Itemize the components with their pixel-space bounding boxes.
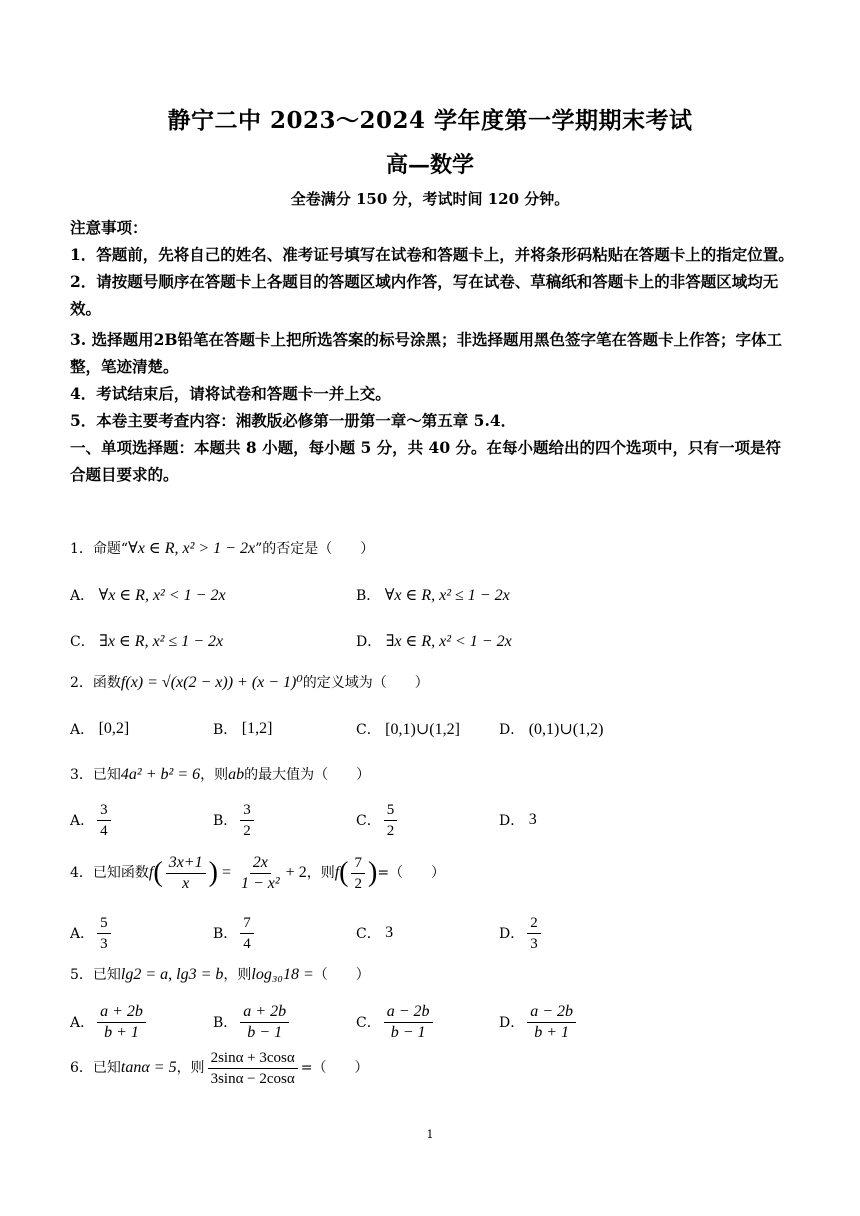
q1-option-b (356, 572, 510, 618)
question-3 (70, 764, 794, 786)
q4-f: f (148, 864, 154, 881)
notes-block (70, 214, 794, 488)
score-info: 全卷满分 150 分，考试时间 120 分钟。 (290, 190, 570, 208)
page-number: 1 (426, 1128, 434, 1141)
q4-option-c-text: 3 (385, 924, 394, 941)
q5-stem-math2: log₃₀18 = (251, 966, 314, 983)
q1-option-b-label: B． (356, 588, 381, 604)
q1-option-d-label: D． (356, 634, 382, 650)
q4-equals: = (217, 864, 235, 881)
note-item-3: 3. 选择题用2B铅笔在答题卡上把所选答案的标号涂黑；非选择题用黑色签字笔在答题卡上作答；字体工整，笔迹清楚。 (70, 330, 782, 376)
q3-stem-math: 4a² + b² = 6 (120, 766, 201, 783)
note-item-5: 5．本卷主要考查内容：湘教版必修第一册第一章～第五章 5.4． (70, 411, 517, 430)
q3-option-c-frac (384, 801, 398, 840)
q4-stem-post: =（ ） (377, 865, 446, 881)
q5-option-a-num: a + 2b (97, 1003, 146, 1023)
exam-subject: 高—数学 (385, 152, 474, 178)
q6-frac-den: 3sinα − 2cosα (210, 1070, 295, 1087)
q4-arg-den: x (182, 874, 190, 892)
q3-option-d-label: D． (499, 813, 525, 829)
q1-stem-math: ∀x ∈ R, x² > 1 − 2x (128, 540, 256, 557)
section-one-heading: 一、单项选择题：本题共 8 小题，每小题 5 分，共 40 分。在每小题给出的四个选项中，只有一项是符合题目要求的。 (70, 438, 782, 484)
notes-heading: 注意事项： (70, 218, 148, 237)
q1-option-a-text: ∀x ∈ R, x² < 1 − 2x (98, 587, 226, 604)
q4-option-d-frac (527, 914, 541, 953)
note-item-2: 2．请按题号顺序在答题卡上各题目的答题区域内作答，写在试卷、草稿纸和答题卡上的非答题区域均无效。 (70, 272, 779, 318)
note-item-4: 4．考试结束后，请将试卷和答题卡一并上交。 (70, 384, 391, 403)
q1-option-a-label: A． (70, 588, 95, 604)
q5-option-d-num: a − 2b (527, 1003, 576, 1023)
q4-val-frac (351, 854, 365, 893)
q1-option-d-text: ∃x ∈ R, x² < 1 − 2x (385, 633, 512, 650)
q5-option-a-den: b + 1 (104, 1023, 139, 1041)
q3-option-a-den: 4 (100, 822, 108, 839)
q1-options-row1 (70, 572, 794, 618)
q4-stem-pre: 已知函数 (92, 865, 149, 881)
q1-options-row2 (70, 618, 794, 664)
q4-paren2-close: ) (367, 857, 378, 888)
q2-number: 2． (70, 675, 93, 691)
q4-arg-frac (166, 854, 206, 893)
q5-stem-math: lg2 = a, lg3 = b (120, 966, 224, 983)
q4-option-b-frac (240, 914, 254, 953)
q5-option-b-num: a + 2b (240, 1003, 289, 1023)
question-1 (70, 538, 794, 560)
q3-option-c (356, 797, 400, 843)
q4-val-den: 2 (354, 875, 362, 892)
q2-options (70, 706, 794, 752)
exam-title: 静宁二中 2023～2024 学年度第一学期期末考试 (167, 107, 693, 134)
q3-option-a (70, 797, 114, 843)
q2-option-b-text: [1,2] (241, 720, 273, 737)
q4-rhs-den: 1 − x² (240, 874, 280, 892)
q2-option-b-label: B． (213, 722, 238, 738)
q6-stem-mid: ，则 (176, 1060, 205, 1076)
q4-paren-close: ) (208, 857, 218, 888)
q4-option-a-num: 5 (97, 914, 111, 934)
q6-frac-num: 2sinα + 3cosα (208, 1049, 298, 1069)
q1-option-c (70, 618, 223, 664)
q1-stem-post: ”的否定是（ ） (255, 541, 375, 557)
q4-option-d-label: D． (499, 926, 525, 942)
q5-option-c (356, 999, 436, 1045)
q4-number: 4． (70, 865, 93, 881)
q4-option-a-frac (97, 914, 111, 953)
q3-option-b (213, 797, 257, 843)
q3-option-d-text: 3 (528, 811, 537, 828)
q4-option-b (213, 910, 257, 956)
q5-option-d-den: b + 1 (534, 1023, 570, 1041)
q2-option-c (356, 706, 460, 752)
q3-option-a-label: A． (70, 813, 95, 829)
q3-option-c-den: 2 (386, 822, 395, 839)
q2-option-d-label: D． (499, 722, 525, 738)
question-5 (70, 964, 794, 986)
q3-option-a-num: 3 (97, 801, 111, 821)
q4-rhs-tail: + 2 (285, 864, 307, 881)
q1-option-c-text: ∃x ∈ R, x² ≤ 1 − 2x (99, 633, 224, 650)
q4-options (70, 910, 794, 956)
q5-options (70, 999, 794, 1045)
q1-stem-pre: 命题“ (92, 541, 129, 557)
q2-option-b (213, 706, 272, 752)
q3-option-c-num: 5 (384, 801, 398, 821)
q4-arg-num: 3x+1 (166, 854, 206, 874)
q5-option-c-frac (384, 1003, 433, 1042)
q4-option-a (70, 910, 114, 956)
q3-option-b-num: 3 (240, 801, 254, 821)
q4-option-b-label: B． (213, 926, 238, 942)
q5-option-b (213, 999, 292, 1045)
q1-number: 1． (70, 541, 93, 557)
q3-option-c-label: C． (356, 813, 381, 829)
q4-paren-open: ( (153, 857, 163, 888)
q3-options (70, 797, 794, 843)
q5-option-b-den: b − 1 (247, 1023, 283, 1041)
q5-stem-pre: 已知 (92, 967, 121, 983)
q5-option-d-frac (527, 1003, 576, 1042)
q3-stem-mid: ，则 (200, 767, 229, 783)
q2-option-a-text: [0,2] (98, 720, 130, 737)
q3-option-a-frac (97, 801, 111, 840)
q4-option-c-label: C． (356, 926, 381, 942)
q4-rhs-num: 2x (250, 854, 271, 874)
q4-option-a-den: 3 (100, 935, 108, 952)
q3-stem-math2: ab (228, 766, 245, 783)
q4-option-d-den: 3 (530, 935, 538, 952)
q2-option-d (499, 706, 603, 752)
q5-option-c-label: C． (356, 1015, 381, 1031)
q5-option-a (70, 999, 149, 1045)
q5-option-d-label: D． (499, 1015, 525, 1031)
q4-stem-mid: ，则 (306, 865, 335, 881)
q4-option-b-den: 4 (243, 935, 251, 952)
q2-option-a (70, 706, 129, 752)
q5-option-a-frac (97, 1003, 146, 1042)
note-item-1: 1．答题前，先将自己的姓名、准考证号填写在试卷和答题卡上，并将条形码粘贴在答题卡上的指定位置。 (70, 245, 794, 264)
q4-option-b-num: 7 (240, 914, 254, 934)
q4-f2: f (334, 864, 340, 881)
q4-option-c (356, 910, 393, 956)
q1-option-c-label: C． (70, 634, 95, 650)
q3-number: 3． (70, 767, 93, 783)
question-4 (70, 848, 794, 898)
q5-option-d (499, 999, 579, 1045)
q4-option-d-num: 2 (527, 914, 541, 934)
q5-stem-post: （ ） (313, 967, 370, 983)
q2-stem-post: 的定义域为（ ） (302, 675, 429, 691)
q2-option-d-text: (0,1)∪(1,2) (528, 721, 604, 738)
q3-option-d (499, 797, 537, 843)
q6-stem-math: tanα = 5 (120, 1059, 177, 1076)
q5-option-b-label: B． (213, 1015, 238, 1031)
q5-stem-mid: ，则 (223, 967, 252, 983)
q5-option-a-label: A． (70, 1015, 95, 1031)
q6-stem-post: =（ ） (300, 1060, 369, 1076)
q3-option-b-frac (240, 801, 254, 840)
q2-stem-math: f(x) = √(x(2 − x)) + (x − 1)⁰ (120, 674, 303, 691)
q3-stem-pre: 已知 (92, 767, 121, 783)
q3-option-b-den: 2 (243, 822, 251, 839)
q6-frac (208, 1049, 298, 1088)
q5-option-b-frac (240, 1003, 289, 1042)
q2-option-c-label: C． (356, 722, 381, 738)
q4-option-a-label: A． (70, 926, 95, 942)
q3-stem-post: 的最大值为（ ） (244, 767, 371, 783)
q2-option-a-label: A． (70, 722, 95, 738)
q2-stem-pre: 函数 (92, 675, 121, 691)
q5-option-c-num: a − 2b (384, 1003, 433, 1023)
question-6 (70, 1046, 794, 1090)
q6-stem-pre: 已知 (92, 1060, 121, 1076)
q4-val-num: 7 (351, 854, 365, 874)
q2-option-c-text: [0,1)∪(1,2] (385, 721, 460, 738)
q4-option-d (499, 910, 544, 956)
q4-paren2-open: ( (339, 857, 349, 888)
q6-number: 6． (70, 1060, 93, 1076)
q5-number: 5． (70, 967, 93, 983)
question-2 (70, 672, 794, 694)
q1-option-d (356, 618, 512, 664)
q4-rhs-frac (238, 854, 283, 893)
q1-option-a (70, 572, 226, 618)
q1-option-b-text: ∀x ∈ R, x² ≤ 1 − 2x (384, 587, 510, 604)
q3-option-b-label: B． (213, 813, 238, 829)
q5-option-c-den: b − 1 (390, 1023, 426, 1041)
